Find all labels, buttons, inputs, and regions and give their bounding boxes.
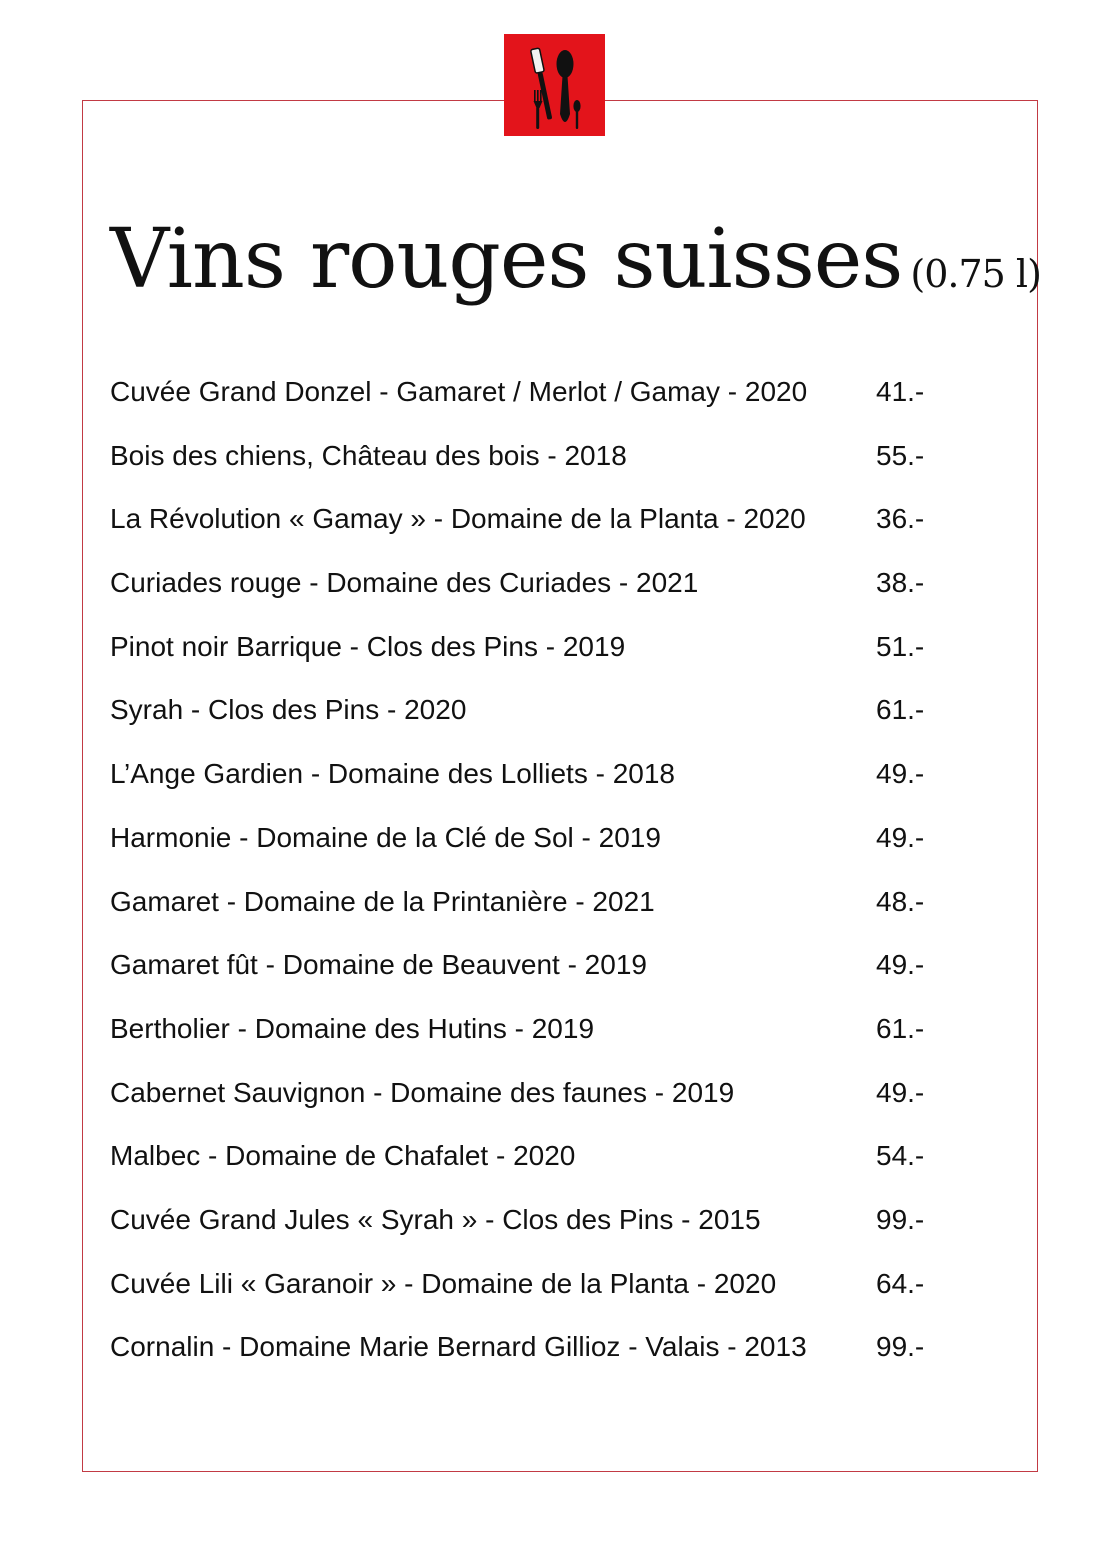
wine-name: L’Ange Gardien - Domaine des Lolliets - 2018 xyxy=(110,758,676,790)
wine-price: 38.- xyxy=(876,567,925,599)
wine-price: 49.- xyxy=(876,821,925,853)
wine-price: 54.- xyxy=(876,1140,925,1172)
wine-price: 51.- xyxy=(876,630,925,662)
list-item xyxy=(110,750,1010,814)
wine-name: Malbec - Domaine de Chafalet - 2020 xyxy=(110,1140,576,1172)
wine-name: Cornalin - Domaine Marie Bernard Gillioz - Valais - 2013 xyxy=(110,1331,807,1363)
wine-price: 61.- xyxy=(876,694,925,726)
list-item xyxy=(110,368,1010,432)
list-item xyxy=(110,878,1010,942)
wine-price: 48.- xyxy=(876,885,925,917)
wine-name: Pinot noir Barrique - Clos des Pins - 2019 xyxy=(110,630,626,662)
list-item xyxy=(110,1069,1010,1133)
wine-name: Cuvée Grand Jules « Syrah » - Clos des Pins - 2015 xyxy=(110,1203,761,1235)
list-item xyxy=(110,495,1010,559)
title-volume: (0.75 l) xyxy=(910,252,1041,296)
wine-price: 41.- xyxy=(876,376,925,407)
list-item xyxy=(110,1005,1010,1069)
list-item xyxy=(110,1323,1010,1387)
list-item xyxy=(110,623,1010,687)
wine-name: Syrah - Clos des Pins - 2020 xyxy=(110,694,467,726)
wine-price: 55.- xyxy=(876,439,925,471)
list-item xyxy=(110,1196,1010,1260)
wine-name: Cuvée Lili « Garanoir » - Domaine de la Planta - 2020 xyxy=(110,1267,777,1299)
wine-name: Gamaret fût - Domaine de Beauvent - 2019 xyxy=(110,949,647,981)
list-item xyxy=(110,686,1010,750)
list-item xyxy=(110,1260,1010,1324)
list-item xyxy=(110,1132,1010,1196)
wine-price: 64.- xyxy=(876,1267,925,1299)
wine-name: Harmonie - Domaine de la Clé de Sol - 2019 xyxy=(110,821,661,853)
wine-price: 61.- xyxy=(876,1012,925,1044)
wine-price: 99.- xyxy=(876,1203,925,1235)
list-item xyxy=(110,814,1010,878)
list-item xyxy=(110,432,1010,496)
wine-name: La Révolution « Gamay » - Domaine de la Planta - 2020 xyxy=(110,503,806,535)
list-item xyxy=(110,941,1010,1005)
wine-name: Cuvée Grand Donzel - Gamaret / Merlot / Gamay - 2020 xyxy=(110,376,808,407)
wine-name: Bertholier - Domaine des Hutins - 2019 xyxy=(110,1012,595,1044)
menu-title xyxy=(110,212,1041,307)
wine-price: 36.- xyxy=(876,503,925,535)
wine-price: 49.- xyxy=(876,949,925,981)
wine-price: 49.- xyxy=(876,758,925,790)
wine-name: Bois des chiens, Château des bois - 2018 xyxy=(110,439,627,471)
wine-list xyxy=(110,368,1010,1387)
cutlery-icon xyxy=(504,34,605,136)
wine-name: Gamaret - Domaine de la Printanière - 2021 xyxy=(110,885,655,917)
wine-price: 49.- xyxy=(876,1076,925,1108)
wine-name: Curiades rouge - Domaine des Curiades - 2021 xyxy=(110,567,699,599)
title-text: Vins rouges suisses xyxy=(110,212,903,307)
wine-name: Cabernet Sauvignon - Domaine des faunes - 2019 xyxy=(110,1076,735,1108)
wine-price: 99.- xyxy=(876,1331,925,1363)
list-item xyxy=(110,559,1010,623)
restaurant-logo xyxy=(504,34,605,136)
